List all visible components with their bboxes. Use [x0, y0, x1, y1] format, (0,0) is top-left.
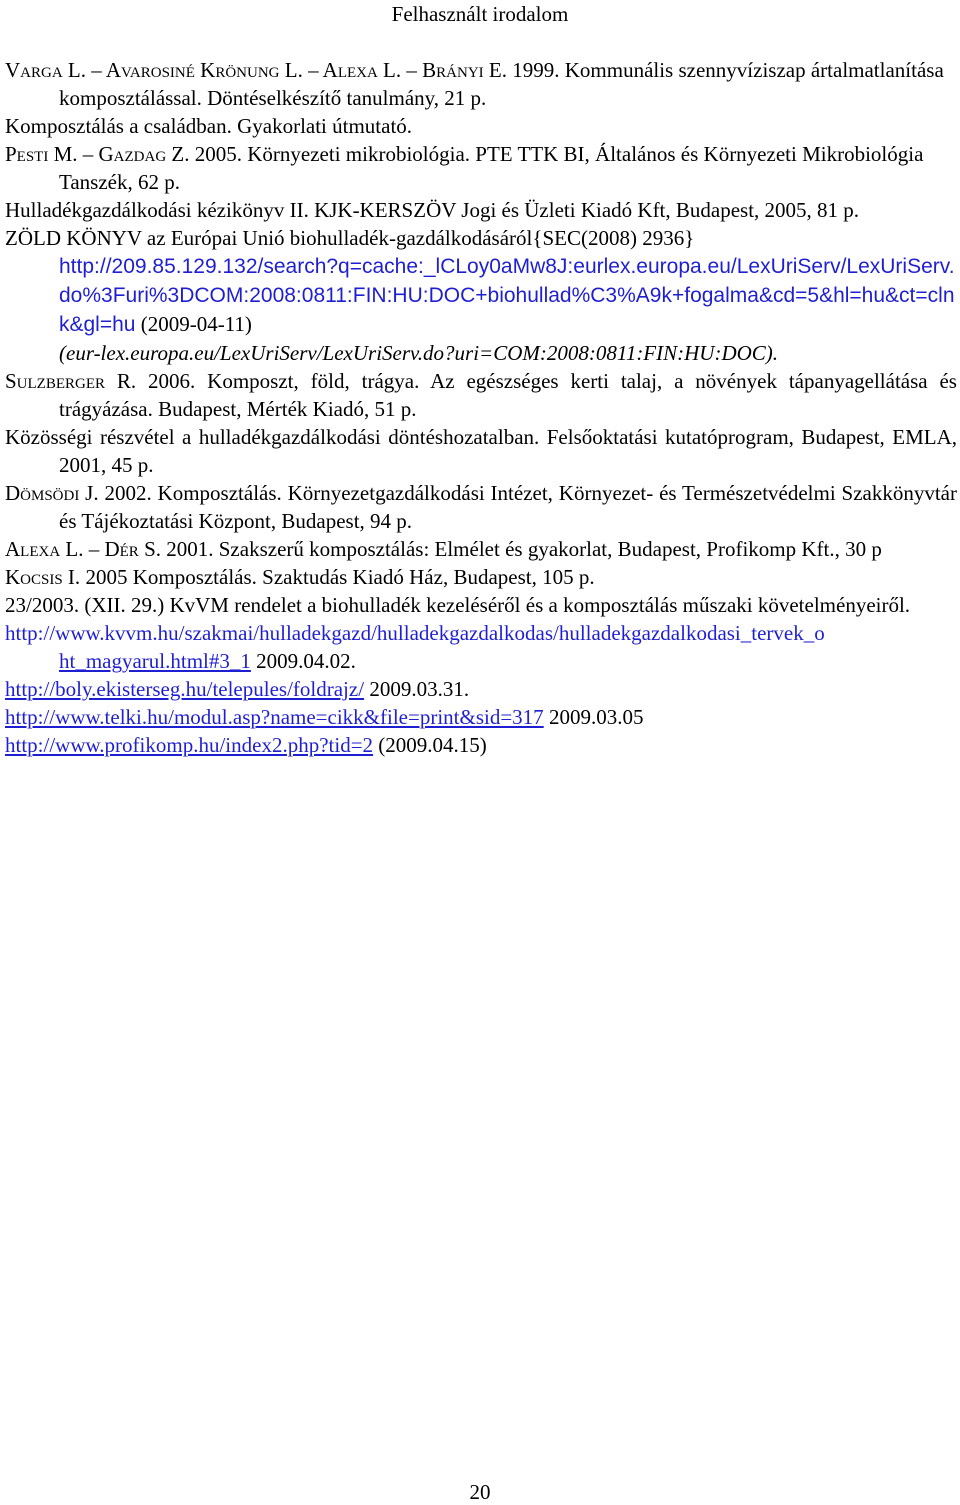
reference-item — [5, 367, 957, 423]
reference-item — [5, 56, 957, 112]
reference-date: (2009-04-11) — [135, 312, 252, 336]
reference-date: 2009.03.31. — [364, 677, 470, 701]
reference-text: Közösségi részvétel a hulladékgazdálkodási döntéshozatalban. Felsőoktatási kutatóprogram, Budapest, EMLA, 2001, 45 p. — [5, 425, 957, 477]
reference-text: 23/2003. (XII. 29.) KvVM rendelet a biohulladék kezeléséről és a komposztálás műszaki követelményeiről. — [5, 593, 911, 617]
reference-item — [5, 675, 957, 703]
reference-authors: Dömsödi J. — [5, 481, 99, 505]
reference-item — [5, 619, 957, 675]
reference-item — [5, 731, 957, 759]
reference-authors: Varga L. – Avarosiné Krönung L. – Alexa L. – Brányi E. — [5, 58, 507, 82]
reference-text: 2002. Komposztálás. Környezetgazdálkodási Intézet, Környezet- és Természetvédelmi Szakkönyvtár és Tájékoztatási Központ, Budapest, 94 p. — [59, 481, 957, 533]
reference-item — [5, 535, 957, 563]
reference-item — [5, 479, 957, 535]
reference-list — [5, 56, 957, 759]
reference-text: 2005 Komposztálás. Szaktudás Kiadó Ház, Budapest, 105 p. — [80, 565, 595, 589]
reference-link[interactable]: http://www.telki.hu/modul.asp?name=cikk&file=print&sid=317 — [5, 705, 544, 729]
reference-authors: Pesti M. – Gazdag Z. — [5, 142, 190, 166]
reference-text: 2006. Komposzt, föld, trágya. Az egészséges kerti talaj, a növények tápanyagellátása és trágyázása. Budapest, Mérték Kiadó, 51 p. — [59, 369, 957, 421]
reference-date: 2009.04.02. — [250, 649, 356, 673]
reference-date: 2009.03.05 — [543, 705, 644, 729]
page-number: 20 — [469, 1480, 491, 1504]
reference-authors: Alexa L. – Dér S. — [5, 537, 161, 561]
reference-item — [5, 196, 957, 224]
reference-authors: Sulzberger R. — [5, 369, 137, 393]
reference-date: (2009.04.15) — [373, 733, 487, 757]
reference-item — [5, 703, 957, 731]
reference-item — [5, 423, 957, 479]
reference-link[interactable]: http://www.kvvm.hu/szakmai/hulladekgazd/hulladekgazdalkodas/hulladekgazdalkodasi_tervek_o — [5, 621, 825, 645]
reference-link[interactable]: http://www.profikomp.hu/index2.php?tid=2 — [5, 733, 374, 757]
reference-text: 2001. Szakszerű komposztálás: Elmélet és gyakorlat, Budapest, Profikomp Kft., 30 p — [161, 537, 882, 561]
reference-link-continuation[interactable]: ht_magyarul.html#3_1 — [59, 649, 251, 673]
reference-item — [5, 563, 957, 591]
reference-text: Hulladékgazdálkodási kézikönyv II. KJK-KERSZÖV Jogi és Üzleti Kiadó Kft, Budapest, 2005, 81 p. — [5, 198, 860, 222]
reference-source: (eur-lex.europa.eu/LexUriServ/LexUriServ.do?uri=COM:2008:0811:FIN:HU:DOC). — [59, 341, 779, 365]
reference-text: 1999. Kommunális szennyvíziszap ártalmatlanítása komposztálással. Döntéselkészítő tanulmány, 21 p. — [59, 58, 944, 110]
reference-text: Komposztálás a családban. Gyakorlati útmutató. — [5, 114, 413, 138]
reference-item — [5, 112, 957, 140]
reference-item — [5, 591, 957, 619]
reference-text: ZÖLD KÖNYV az Európai Unió biohulladék-gazdálkodásáról{SEC(2008) 2936} — [5, 226, 695, 250]
page-title: Felhasznált irodalom — [391, 2, 569, 26]
reference-link[interactable]: http://boly.ekisterseg.hu/telepules/foldrajz/ — [5, 677, 365, 701]
reference-item — [5, 224, 957, 367]
reference-item — [5, 140, 957, 196]
reference-authors: Kocsis I. — [5, 565, 81, 589]
reference-link[interactable]: http://209.85.129.132/search?q=cache:_lCLoy0aMw8J:eurlex.europa.eu/LexUriServ/LexUriServ.do%3Furi%3DCOM:2008:0811:FIN:HU:DOC+biohullad%C3%A9k+fogalma&cd=5&hl=hu&ct=clnk&gl=hu — [59, 255, 955, 336]
reference-text: 2005. Környezeti mikrobiológia. PTE TTK BI, Általános és Környezeti Mikrobiológia Tanszék, 62 p. — [59, 142, 924, 194]
